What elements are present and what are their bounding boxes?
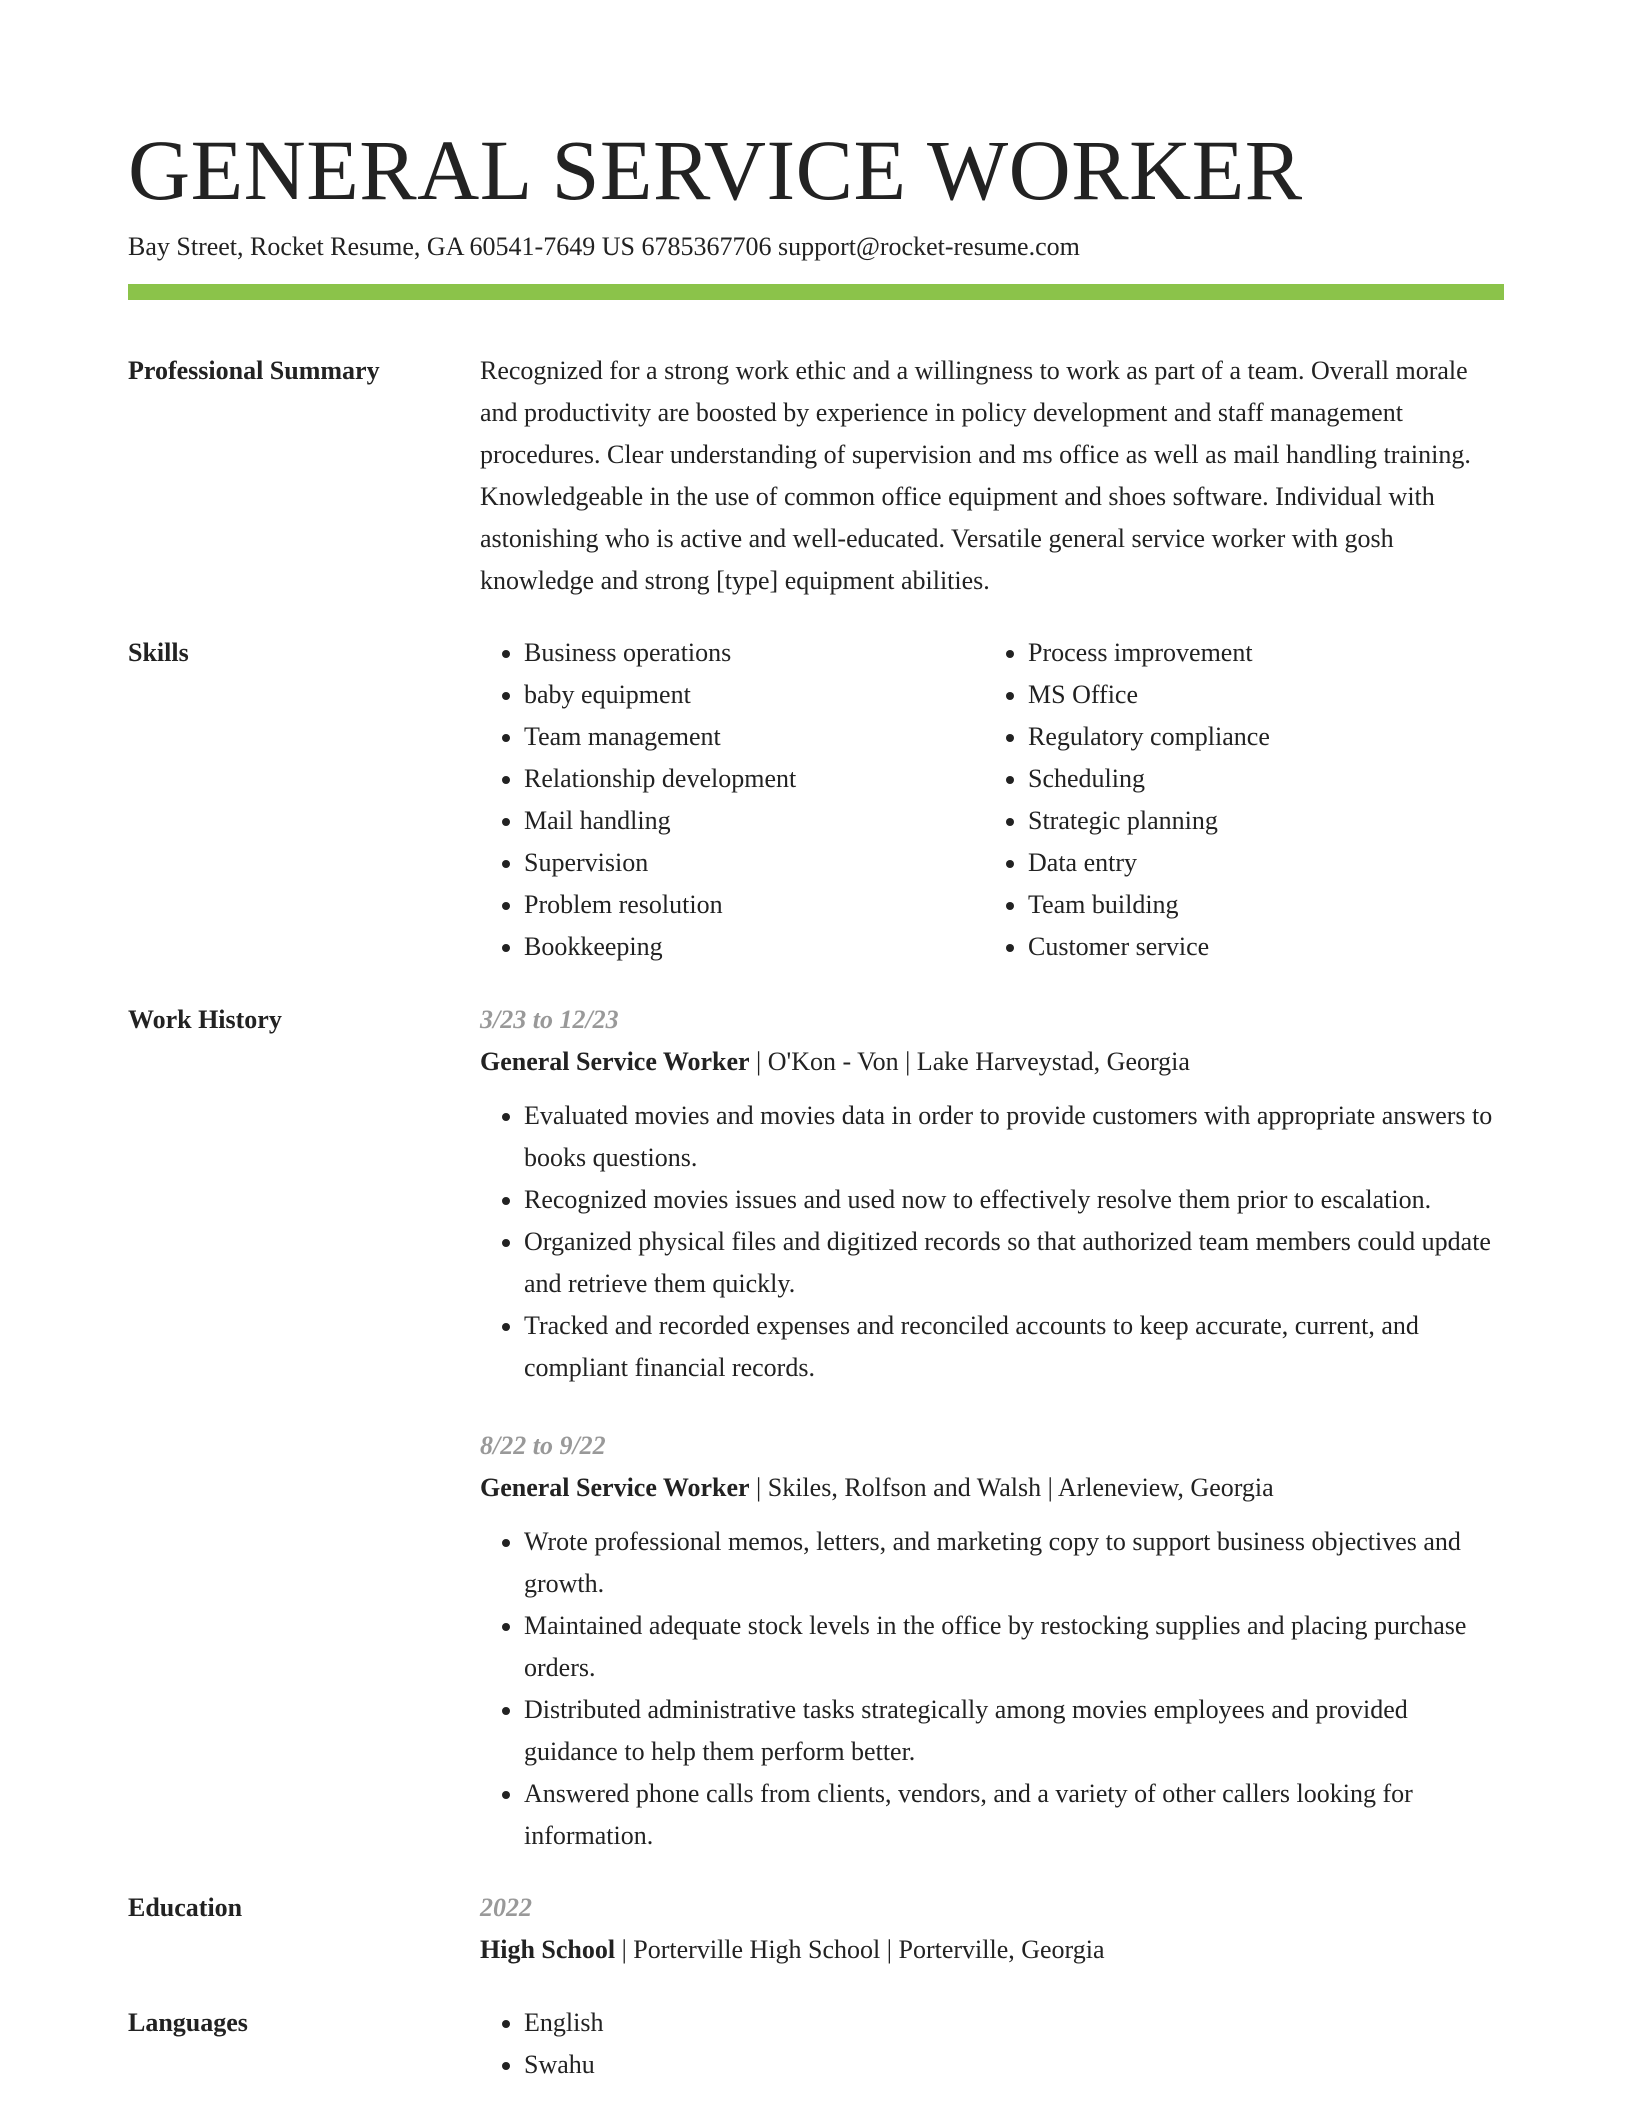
job-bullet: • Evaluated movies and movies data in order to provide customers with appropriate answers to books questions. bbox=[524, 1095, 1504, 1179]
language-item: • English bbox=[524, 2002, 1504, 2044]
skill-item: • Bookkeeping bbox=[524, 926, 984, 968]
education-label: Education bbox=[128, 1893, 243, 1922]
skill-item: • Customer service bbox=[1028, 926, 1270, 968]
job-bullets bbox=[480, 1095, 1504, 1389]
skill-item: • baby equipment bbox=[524, 674, 984, 716]
job-details: | Skiles, Rolfson and Walsh | Arleneview, Georgia bbox=[749, 1473, 1274, 1502]
education-section bbox=[128, 1887, 1504, 1971]
skill-item: • Problem resolution bbox=[524, 884, 984, 926]
job-bullet: • Tracked and recorded expenses and reconciled accounts to keep accurate, current, and compliant financial records. bbox=[524, 1305, 1504, 1389]
work-label: Work History bbox=[128, 1005, 282, 1034]
work-section bbox=[128, 999, 1504, 1857]
education-details: | Porterville High School | Porterville, Georgia bbox=[615, 1935, 1105, 1964]
education-date: 2022 bbox=[480, 1893, 532, 1922]
job-bullet: • Answered phone calls from clients, vendors, and a variety of other callers looking for information. bbox=[524, 1773, 1504, 1857]
job-entry bbox=[480, 999, 1504, 1389]
education-heading bbox=[480, 1929, 1504, 1971]
skill-item: • Team building bbox=[1028, 884, 1270, 926]
skill-item: • Team management bbox=[524, 716, 984, 758]
skill-item: • Scheduling bbox=[1028, 758, 1270, 800]
skill-item: • Supervision bbox=[524, 842, 984, 884]
job-date: 8/22 to 9/22 bbox=[480, 1431, 606, 1460]
job-heading bbox=[480, 1041, 1504, 1083]
skill-item: • Relationship development bbox=[524, 758, 984, 800]
skill-item: • Regulatory compliance bbox=[1028, 716, 1270, 758]
job-bullets bbox=[480, 1521, 1504, 1857]
job-title: General Service Worker bbox=[480, 1047, 750, 1076]
resume-name: GENERAL SERVICE WORKER bbox=[128, 122, 1303, 218]
languages-label: Languages bbox=[128, 2008, 248, 2037]
skills-list-left bbox=[480, 632, 984, 968]
job-title: General Service Worker bbox=[480, 1473, 750, 1502]
summary-label: Professional Summary bbox=[128, 356, 380, 385]
skill-item: • MS Office bbox=[1028, 674, 1270, 716]
job-details: | O'Kon - Von | Lake Harveystad, Georgia bbox=[749, 1047, 1190, 1076]
job-date: 3/23 to 12/23 bbox=[480, 1005, 619, 1034]
skills-list-right bbox=[984, 632, 1270, 968]
summary-section bbox=[128, 350, 1504, 602]
language-item: • Swahu bbox=[524, 2044, 1504, 2086]
languages-section bbox=[128, 2002, 1504, 2086]
job-heading bbox=[480, 1467, 1504, 1509]
accent-divider bbox=[128, 284, 1504, 300]
job-bullet: • Maintained adequate stock levels in the office by restocking supplies and placing purchase orders. bbox=[524, 1605, 1504, 1689]
contact-line: Bay Street, Rocket Resume, GA 60541-7649 US 6785367706 support@rocket-resume.com bbox=[128, 232, 1080, 261]
languages-list bbox=[480, 2002, 1504, 2086]
skill-item: • Data entry bbox=[1028, 842, 1270, 884]
job-bullet: • Wrote professional memos, letters, and marketing copy to support business objectives and growth. bbox=[524, 1521, 1504, 1605]
education-degree: High School bbox=[480, 1935, 616, 1964]
skills-section bbox=[128, 632, 1504, 968]
skill-item: • Mail handling bbox=[524, 800, 984, 842]
job-bullet: • Distributed administrative tasks strategically among movies employees and provided guidance to help them perform better. bbox=[524, 1689, 1504, 1773]
skills-label: Skills bbox=[128, 638, 189, 667]
skill-item: • Strategic planning bbox=[1028, 800, 1270, 842]
skill-item: • Business operations bbox=[524, 632, 984, 674]
job-entry bbox=[480, 1425, 1504, 1857]
summary-text: Recognized for a strong work ethic and a willingness to work as part of a team. Overall morale and productivity are boosted by experience in policy development and staff management procedures. Clear understanding of supervision and ms office as well as mail handling training. Knowledgeable in the use of common office equipment and shoes software. Individual with astonishing who is active and well-educated. Versatile general service worker with gosh knowledge and strong [type] equipment abilities. bbox=[480, 356, 1471, 595]
job-bullet: • Organized physical files and digitized records so that authorized team members could update and retrieve them quickly. bbox=[524, 1221, 1504, 1305]
skill-item: • Process improvement bbox=[1028, 632, 1270, 674]
job-bullet: • Recognized movies issues and used now to effectively resolve them prior to escalation. bbox=[524, 1179, 1504, 1221]
resume-page bbox=[128, 118, 1504, 2086]
